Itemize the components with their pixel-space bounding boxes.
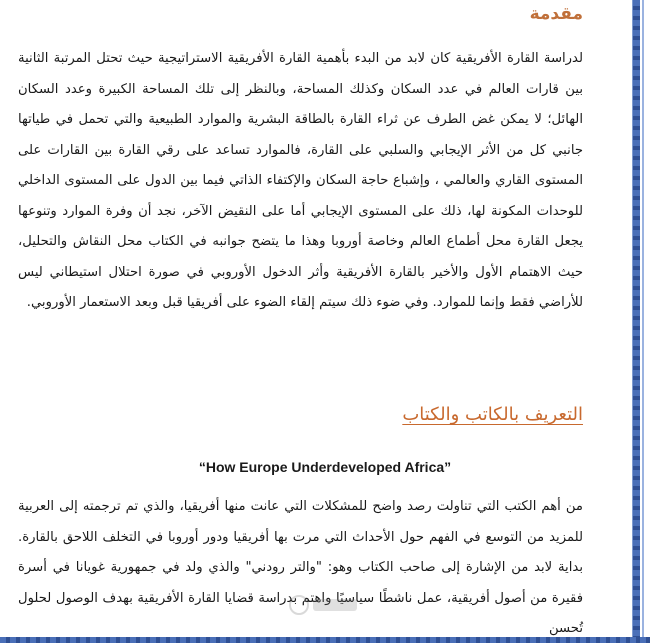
page-border-right xyxy=(632,0,640,643)
author-book-heading: التعريف بالكاتب والكتاب xyxy=(402,404,583,425)
book-title: “How Europe Underdeveloped Africa” xyxy=(198,459,452,475)
watermark-logo-icon xyxy=(285,590,365,620)
intro-heading: مقدمة xyxy=(529,4,583,24)
book-paragraph: من أهم الكتب التي تناولت رصد واضح للمشكلات التي عانت منها أفريقيا، والذي تم ترجمته إلى العربية للمزيد من التوسع في الفهم حول الأحداث التي مرت بها أفريقيا ودور أوروبا في التخلف اللاحق بالقارة. بداية لابد من الإشارة إلى صاحب الكتاب وهو: "والتر رودني" والذي ولد في جمهورية غويانا في أسرة فقيرة من أصول أفريقية، عمل ناشطًا سياسيًا واهتم بدراسة قضايا القارة الأفريقية بهدف الوصول لحلول تُحسن xyxy=(18,499,583,636)
intro-paragraph: لدراسة القارة الأفريقية كان لابد من البدء بأهمية القارة الأفريقية الاستراتيجية حيث تحتل المرتبة الثانية بين قارات العالم في عدد السكان وكذلك المساحة، وبالنظر إلى تلك المساحة الكبيرة وعدد السكان الهائل؛ لا يمكن غض الطرف عن ثراء القارة بالطاقة البشرية والموارد الطبيعية والتي تحمل في طياتها جانبي كل من الأثر الإيجابي والسلبي على القارة، فالموارد تساعد على رقي القارة بين القارات على المستوى القاري والعالمي ، وإشباع حاجة السكان والإكتفاء الذاتي فيما بين الدول على المستوى الداخلي للوحدات المكونة لها، ذلك على المستوى الإيجابي أما على النقيض الآخر، نجد أن وفرة الموارد وتنوعها يجعل القارة محل أطماع العالم وخاصة أوروبا وهذا ما يتضح جوانبه في الكتاب محل النقاش والتحليل، حيث الاهتمام الأول والأخير بالقارة الأفريقية وأثر الدخول الأوروبي في صورة احتلال استيطاني ليس للأراضي فقط وإنما للموارد. وفي ضوء ذلك سيتم إلقاء الضوء على أفريقيا قبل وبعد الاستعمار الأوروبي. xyxy=(18,51,583,310)
page-border-bottom xyxy=(0,637,650,643)
